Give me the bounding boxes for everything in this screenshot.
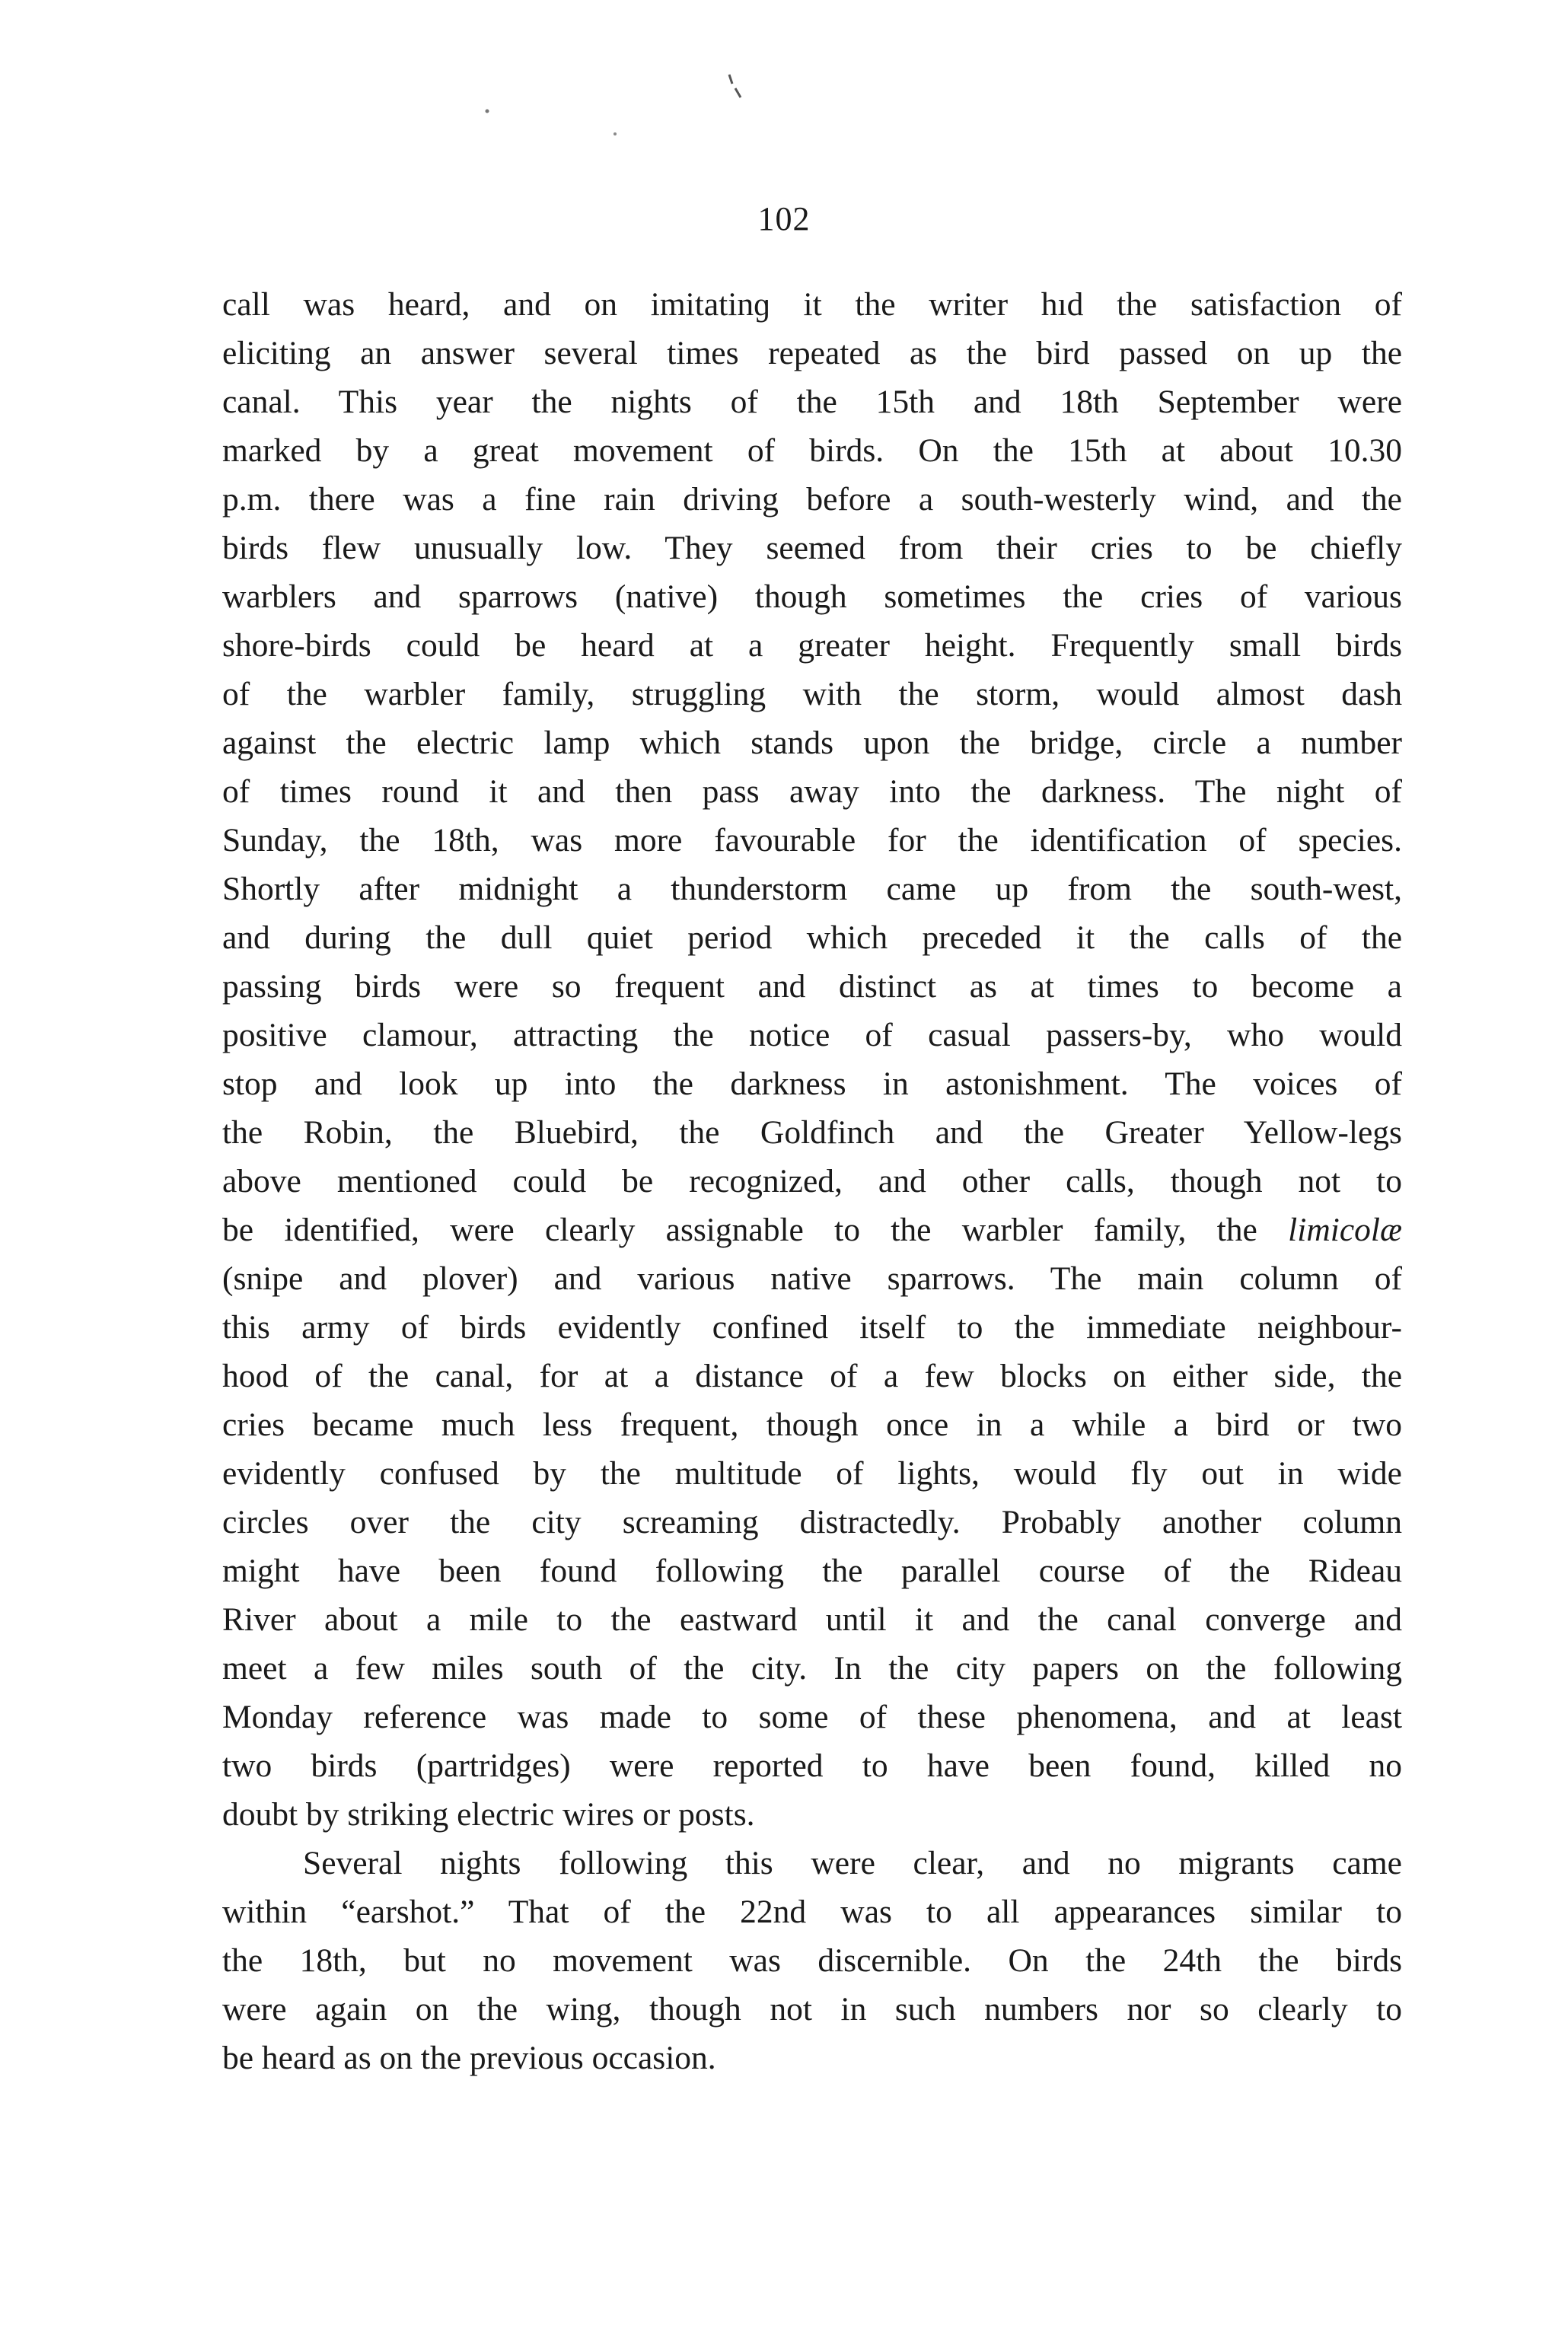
text-line: above mentioned could be recognized, and other calls, though not to	[222, 1163, 1402, 1199]
text-line: meet a few miles south of the city. In the city papers on the following	[222, 1650, 1402, 1687]
text-line: River about a mile to the eastward until it and the canal converge and	[222, 1601, 1402, 1638]
text-line: positive clamour, attracting the notice of casual passers-by, who would	[222, 1017, 1402, 1053]
text-line: stop and look up into the darkness in astonishment. The voices of	[222, 1066, 1402, 1102]
text-line: of the warbler family, struggling with the storm, would almost dash	[222, 676, 1402, 712]
text-line: within “earshot.” That of the 22nd was to all appearances similar to	[222, 1894, 1402, 1930]
text-line: two birds (partridges) were reported to have been found, killed no	[222, 1747, 1402, 1784]
text-line: canal. This year the nights of the 15th and 18th September were	[222, 384, 1402, 420]
scan-speck	[735, 88, 741, 97]
page-number: 102	[757, 200, 811, 237]
text-line: p.m. there was a fine rain driving before a south-westerly wind, and the	[222, 481, 1402, 518]
text-line: hood of the canal, for at a distance of a few blocks on either side, the	[222, 1358, 1402, 1394]
text-line: shore-birds could be heard at a greater height. Frequently small birds	[222, 627, 1402, 664]
text-line: Monday reference was made to some of these phenomena, and at least	[222, 1699, 1402, 1735]
scan-specks	[0, 0, 1568, 198]
body-text	[222, 280, 1402, 2082]
text-line: the 18th, but no movement was discernible. On the 24th the birds	[222, 1942, 1402, 1979]
scan-speck	[729, 75, 732, 84]
text-line: passing birds were so frequent and distinct as at times to become a	[222, 968, 1402, 1005]
text-line: warblers and sparrows (native) though sometimes the cries of various	[222, 578, 1402, 615]
text-line: (snipe and plover) and various native sparrows. The main column of	[222, 1260, 1402, 1297]
text-run: be identified, were clearly assignable to the warbler family, the	[222, 1212, 1289, 1248]
text-line: might have been found following the parallel course of the Rideau	[222, 1553, 1402, 1589]
scan-speck	[613, 132, 617, 135]
text-line: call was heard, and on imitatinɡ it the writer hıd the satisfaction of	[222, 286, 1402, 323]
text-line: circles over the city screaming distractedly. Probably another column	[222, 1504, 1402, 1540]
text-line: against the electric lamp which stands upon the bridge, circle a number	[222, 725, 1402, 761]
text-line: were again on the wing, though not in such numbers nor so clearly to	[222, 1991, 1402, 2028]
text-line: Shortly after midnight a thunderstorm came up from the south-west,	[222, 871, 1402, 907]
text-line: eliciting an answer several times repeated as the bird passed on up the	[222, 335, 1402, 371]
scan-speck	[486, 110, 489, 113]
text-line: be heard as on the previous occasion.	[222, 2040, 716, 2076]
italic-term: limicolæ	[1288, 1212, 1402, 1248]
text-line: and during the dull quiet period which preceded it the calls of the	[222, 919, 1402, 956]
text-line: of times round it and then pass away into the darkness. The night of	[222, 773, 1402, 810]
text-line	[222, 1206, 1402, 1254]
text-line: marked by a great movement of birds. On the 15th at about 10.30	[222, 432, 1402, 469]
text-line: birds flew unusually low. They seemed from their cries to be chiefly	[222, 530, 1402, 566]
text-line: cries became much less frequent, though once in a while a bird or two	[222, 1406, 1402, 1443]
text-line: this army of birds evidently confined itself to the immediate neighbour-	[222, 1309, 1402, 1346]
text-line: doubt by striking electric wires or posts.	[222, 1796, 755, 1833]
text-line: Several nights following this were clear, and no migrants came	[303, 1845, 1402, 1881]
text-line: the Robin, the Bluebird, the Goldfinch and the Greater Yellow-legs	[222, 1114, 1402, 1151]
text-line: Sunday, the 18th, was more favourable for the identification of species.	[222, 822, 1402, 859]
text-line: evidently confused by the multitude of lights, would fly out in wide	[222, 1455, 1402, 1492]
